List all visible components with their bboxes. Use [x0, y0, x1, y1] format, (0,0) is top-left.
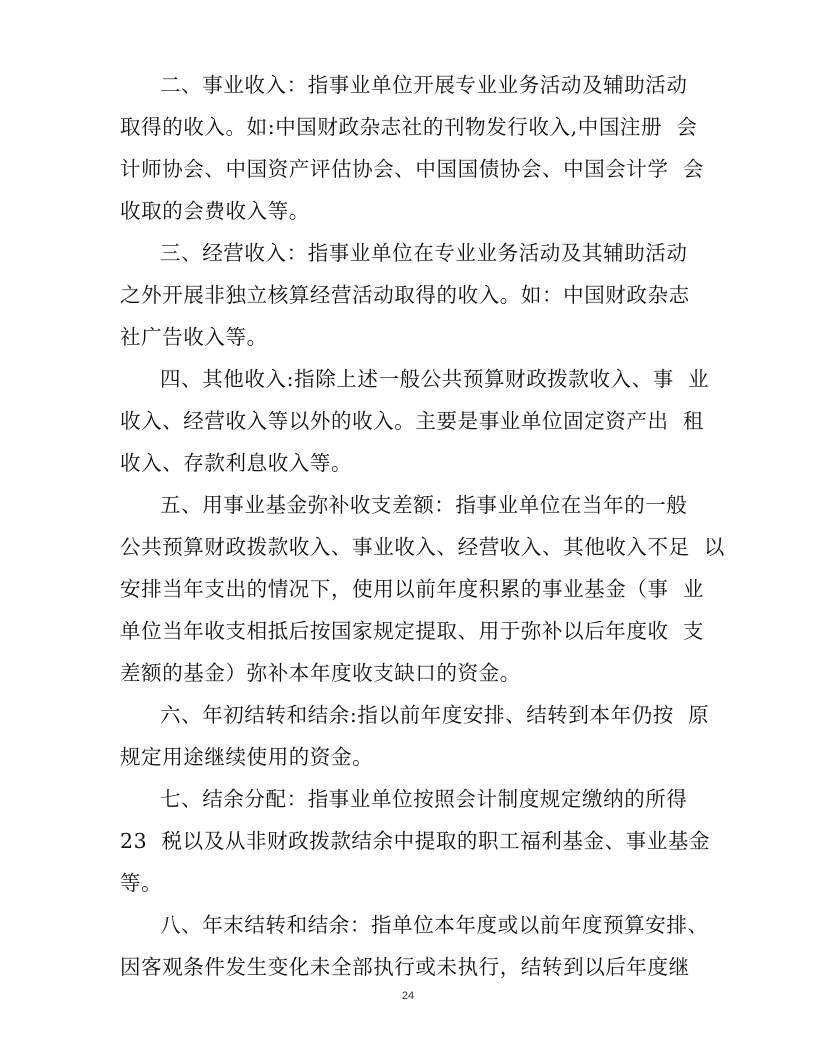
text-line: 收入、存款利息收入等。 — [120, 451, 353, 475]
text-line: 八、年末结转和结余：指单位本年度或以前年度预算安排、 — [160, 913, 709, 937]
text-line: 二、事业收入：指事业单位开展专业业务活动及辅助活动 — [160, 73, 688, 97]
text-line: 取得的收入。如:中国财政杂志社的刊物发行收入,中国注册 会 — [120, 115, 698, 139]
text-line: 收入、经营收入等以外的收入。主要是事业单位固定资产出 租 — [120, 409, 704, 433]
text-line: 等。 — [120, 871, 163, 895]
text-line: 因客观条件发生变化未全部执行或未执行，结转到以后年度继 — [120, 955, 690, 979]
text-line: 收取的会费收入等。 — [120, 199, 310, 223]
text-line: 之外开展非独立核算经营活动取得的收入。如：中国财政杂志 — [120, 283, 690, 307]
text-line: 五、用事业基金弥补收支差额：指事业单位在当年的一般 — [160, 493, 688, 517]
text-line: 四、其他收入:指除上述一般公共预算财政拨款收入、事 业 — [160, 367, 710, 391]
text-line: 公共预算财政拨款收入、事业收入、经营收入、其他收入不足 以 — [120, 535, 726, 559]
text-line: 23 税以及从非财政拨款结余中提取的职工福利基金、事业基金 — [120, 829, 711, 853]
text-line: 社广告收入等。 — [120, 325, 268, 349]
text-line: 规定用途继续使用的资金。 — [120, 745, 374, 769]
text-line: 差额的基金）弥补本年度收支缺口的资金。 — [120, 661, 521, 685]
text-line: 计师协会、中国资产评估协会、中国国债协会、中国会计学 会 — [120, 157, 704, 181]
text-line: 安排当年支出的情况下，使用以前年度积累的事业基金（事 业 — [120, 577, 704, 601]
page-number: 24 — [401, 990, 415, 1002]
text-line: 六、年初结转和结余:指以前年度安排、结转到本年仍按 原 — [160, 703, 710, 727]
text-line: 七、结余分配：指事业单位按照会计制度规定缴纳的所得 — [160, 787, 688, 811]
text-line: 单位当年收支相抵后按国家规定提取、用于弥补以后年度收 支 — [120, 619, 704, 643]
text-line: 三、经营收入：指事业单位在专业业务活动及其辅助活动 — [160, 241, 688, 265]
